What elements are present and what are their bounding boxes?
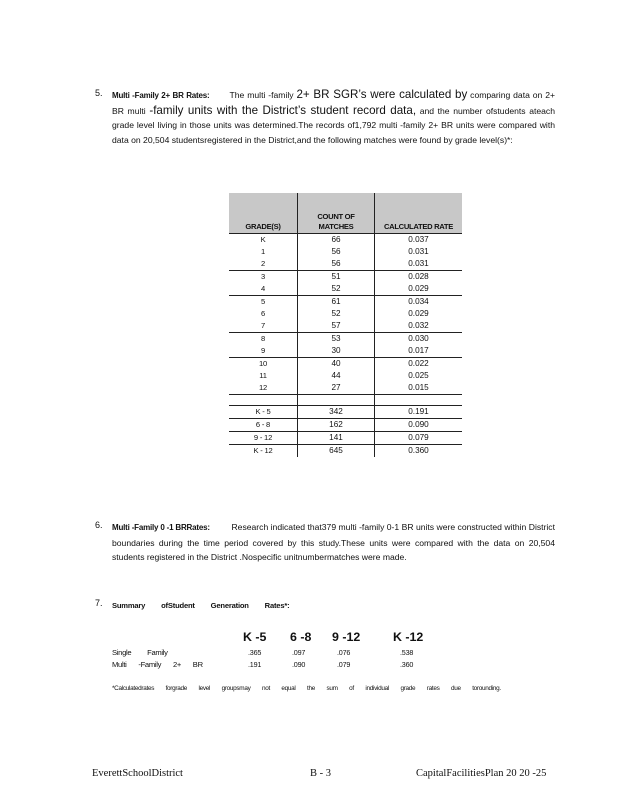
grade-cell: 4 [260, 284, 266, 294]
grade-matches-table [229, 193, 462, 457]
summary-value: .360 [400, 660, 414, 669]
table-row [229, 333, 462, 346]
table-row [229, 382, 462, 395]
table-row [229, 345, 462, 358]
item-5-paragraph [112, 88, 555, 147]
rate-cell: 0.032 [375, 320, 463, 333]
rate-cell: 0.090 [375, 419, 463, 432]
rate-cell: 0.030 [375, 333, 463, 346]
rate-cell: 0.029 [375, 308, 463, 320]
spacer-cell [229, 395, 298, 406]
table-row [229, 406, 462, 419]
grade-cell: 2 [260, 259, 266, 269]
table-row [229, 296, 462, 309]
grade-cell: 5 [229, 296, 298, 309]
table-row [229, 419, 462, 432]
item-5-text-a: The multi -family [229, 90, 294, 100]
table-row [229, 234, 462, 247]
grade-cell: 7 [260, 321, 266, 331]
table-row [229, 358, 462, 371]
table-body [229, 234, 462, 458]
count-cell: 53 [298, 333, 375, 346]
summary-col-k12: K -12 [393, 630, 424, 644]
grade-cell: 9 - 12 [229, 432, 298, 445]
header-rate: CALCULATED RATE [375, 193, 463, 234]
item-6-lead: Multi -Family 0 -1 BRRates: [112, 523, 210, 532]
grade-cell: 6 - 8 [229, 419, 298, 432]
grade-cell: 12 [258, 383, 268, 393]
summary-col-6-8: 6 -8 [290, 630, 312, 644]
count-cell: 52 [298, 308, 375, 320]
summary-value: .076 [337, 648, 351, 657]
grade-cell: 3 [229, 271, 298, 284]
item-number: 5. [95, 88, 103, 98]
grade-cell: 9 [260, 346, 266, 356]
grade-cell: K - 12 [229, 445, 298, 458]
rate-cell: 0.079 [375, 432, 463, 445]
table-row [229, 271, 462, 284]
summary-value: .191 [248, 660, 262, 669]
grade-cell: 8 [229, 333, 298, 346]
summary-value: .365 [248, 648, 262, 657]
table-row [229, 283, 462, 296]
summary-col-k5: K -5 [243, 630, 267, 644]
item-7-summary [95, 598, 555, 614]
count-cell: 57 [298, 320, 375, 333]
table-row [229, 308, 462, 320]
rate-cell: 0.015 [375, 382, 463, 395]
count-cell: 52 [298, 283, 375, 296]
spacer-cell [298, 395, 375, 406]
rate-cell: 0.034 [375, 296, 463, 309]
spacer-cell [375, 395, 463, 406]
grade-cell: 11 [259, 371, 267, 381]
item-5-text-big2: -family units with the District’s student record data, [149, 103, 417, 117]
count-cell: 30 [298, 345, 375, 358]
grade-cell: K [229, 234, 298, 247]
table-row [229, 432, 462, 445]
count-cell: 27 [298, 382, 375, 395]
rate-cell: 0.025 [375, 370, 463, 382]
item-5-text-b: comparing data on 2+ BR multi [112, 90, 556, 116]
summary-value: .079 [337, 660, 351, 669]
count-cell: 56 [298, 258, 375, 271]
rate-cell: 0.017 [375, 345, 463, 358]
footer-page-number: B - 3 [310, 768, 331, 779]
grade-cell: 1 [260, 247, 266, 257]
item-5-text-c: and the number ofstudents ateach grade level living in those units was determined.The records of1,792 multi -family 2+ BR units were compared with data on 20,504 studentsregistered in the District,and the following matches were found by grade level(s)*: [112, 105, 556, 145]
count-cell: 66 [298, 234, 375, 247]
count-cell: 162 [298, 419, 375, 432]
rate-cell: 0.022 [375, 358, 463, 371]
table-row [229, 246, 462, 258]
count-cell: 141 [298, 432, 375, 445]
rate-cell: 0.037 [375, 234, 463, 247]
table-row [229, 258, 462, 271]
summary-value: .090 [292, 660, 306, 669]
item-5-multi-family-2br-rates [95, 88, 555, 147]
rate-cell: 0.029 [375, 283, 463, 296]
summary-title: Summary ofStudent Generation Rates*: [112, 601, 290, 610]
grade-cell: K - 5 [229, 406, 298, 419]
summary-value: .538 [400, 648, 414, 657]
count-cell: 61 [298, 296, 375, 309]
table-row [229, 370, 462, 382]
table-row [229, 445, 462, 458]
count-cell: 40 [298, 358, 375, 371]
header-count: COUNT OF MATCHES [298, 193, 375, 234]
grade-cell: 10 [229, 358, 298, 371]
footer-plan-title: CapitalFacilitiesPlan 20 20 -25 [416, 768, 547, 779]
count-cell: 56 [298, 246, 375, 258]
item-5-text-big1: 2+ BR SGR’s were calculated by [296, 88, 468, 101]
item-6-multi-family-01br-rates [95, 520, 555, 565]
header-grade: GRADE(S) [229, 193, 298, 234]
summary-row-label-multi: Multi -Family 2+ BR [112, 660, 203, 669]
item-number: 6. [95, 520, 103, 530]
item-6-text: Research indicated that379 multi -family 0-1 BR units were constructed within District boundaries during the time period covered by this study.These units were compared with the data on 20,504 students registered in the District .Nospecific unitnumbermatches were made. [112, 522, 555, 563]
count-cell: 342 [298, 406, 375, 419]
count-cell: 645 [298, 445, 375, 458]
footer-district: EverettSchoolDistrict [92, 768, 183, 779]
summary-col-9-12: 9 -12 [332, 630, 361, 644]
table-spacer-row [229, 395, 462, 406]
item-7-title-wrap [112, 598, 555, 614]
rate-cell: 0.031 [375, 258, 463, 271]
rate-cell: 0.360 [375, 445, 463, 458]
rate-cell: 0.028 [375, 271, 463, 284]
item-6-paragraph [112, 520, 555, 565]
rate-cell: 0.031 [375, 246, 463, 258]
grade-cell: 6 [260, 309, 266, 319]
table-header-row [229, 193, 462, 234]
item-5-lead: Multi -Family 2+ BR Rates: [112, 91, 210, 100]
summary-value: .097 [292, 648, 306, 657]
item-number: 7. [95, 598, 103, 608]
summary-footnote: *Calculatedrates forgrade level groupsmay not equal the sum of individual grade rates due torounding. [112, 685, 501, 692]
rate-cell: 0.191 [375, 406, 463, 419]
count-cell: 51 [298, 271, 375, 284]
table-row [229, 320, 462, 333]
summary-row-label-single: Single Family [112, 648, 168, 657]
count-cell: 44 [298, 370, 375, 382]
